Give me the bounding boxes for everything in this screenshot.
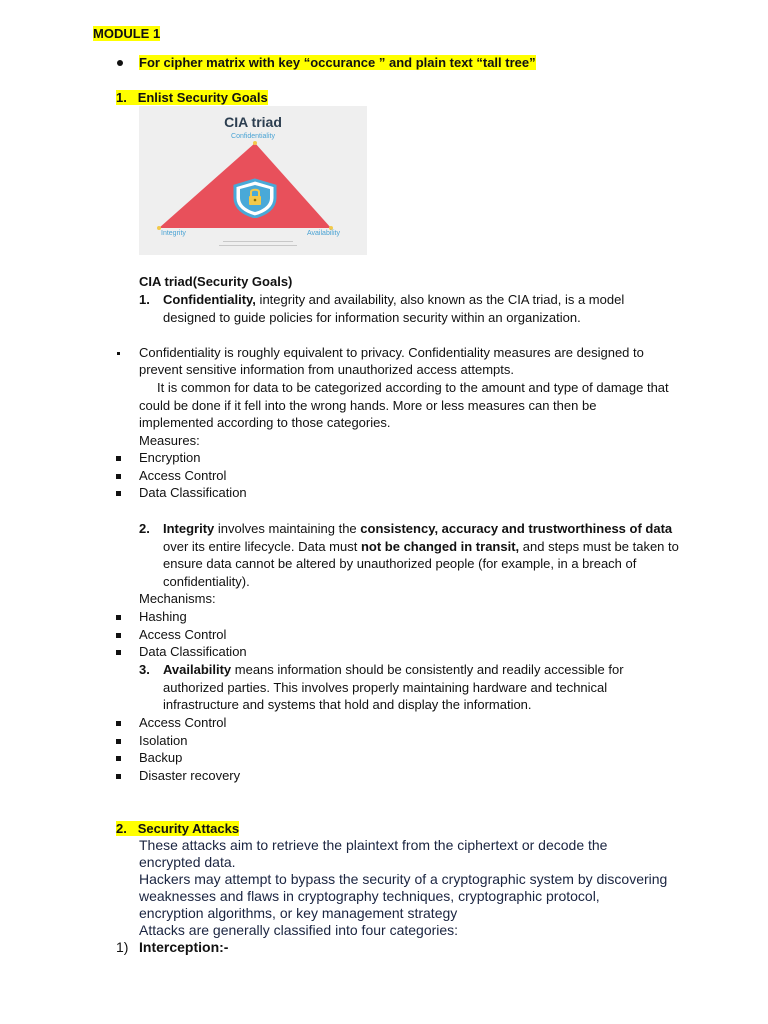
list-bullet	[116, 721, 121, 726]
list-item: Disaster recovery	[139, 768, 241, 783]
section2-heading: 2. Security Attacks	[116, 821, 240, 836]
mechanisms-label: Mechanisms:	[139, 591, 216, 606]
interception-number: 1)	[116, 939, 129, 955]
attacks-line: weaknesses and flaws in cryptography techniques, cryptographic protocol,	[139, 888, 600, 904]
list-bullet	[116, 756, 121, 761]
interception-label: Interception:-	[139, 939, 229, 955]
item1-line1: Confidentiality, integrity and availability, also known as the CIA triad, is a model	[163, 292, 625, 307]
measures-label: Measures:	[139, 433, 200, 448]
list-bullet	[116, 739, 121, 744]
conf-line: implemented according to those categories.	[139, 415, 391, 430]
attacks-line: These attacks aim to retrieve the plaintext from the ciphertext or decode the	[139, 837, 608, 853]
list-item: Access Control	[139, 468, 227, 483]
list-bullet	[116, 474, 121, 479]
caption-line	[223, 241, 293, 242]
list-bullet	[116, 633, 121, 638]
list-bullet	[116, 456, 121, 461]
item1-number: 1.	[139, 292, 150, 307]
attacks-line: Hackers may attempt to bypass the security of a cryptographic system by discovering	[139, 871, 668, 887]
cia-subheading: CIA triad(Security Goals)	[139, 274, 293, 289]
list-item: Isolation	[139, 733, 188, 748]
figure-title: CIA triad	[224, 114, 282, 130]
attacks-line: encrypted data.	[139, 854, 236, 870]
list-item: Access Control	[139, 627, 227, 642]
conf-line: Confidentiality is roughly equivalent to privacy. Confidentiality measures are designed to	[139, 345, 644, 360]
bullet-note: For cipher matrix with key “occurance ” and plain text “tall tree”	[139, 55, 536, 70]
list-item: Data Classification	[139, 644, 247, 659]
item3-number: 3.	[139, 662, 150, 677]
item2-line1: Integrity involves maintaining the consistency, accuracy and trustworthiness of data	[163, 521, 673, 536]
item2-line3: ensure data cannot be altered by unauthorized people (for example, in a breach of	[163, 556, 637, 571]
label-availability: Availability	[307, 230, 340, 237]
list-item: Backup	[139, 750, 183, 765]
item3-line1: Availability means information should be consistently and readily accessible for	[163, 662, 624, 677]
list-bullet	[116, 491, 121, 496]
list-item: Encryption	[139, 450, 201, 465]
attacks-line: encryption algorithms, or key management strategy	[139, 905, 458, 921]
item2-line2: over its entire lifecycle. Data must not be changed in transit, and steps must be taken to	[163, 539, 679, 554]
conf-line: could be done if it fell into the wrong hands. More or less measures can then be	[139, 398, 597, 413]
list-item: Data Classification	[139, 485, 247, 500]
conf-line: prevent sensitive information from unauthorized access attempts.	[139, 362, 515, 377]
list-bullet	[116, 650, 121, 655]
list-bullet	[116, 615, 121, 620]
section1-heading: 1. Enlist Security Goals	[116, 90, 268, 105]
module-title: MODULE 1	[93, 26, 161, 41]
cia-triad-figure	[139, 106, 367, 255]
label-integrity: Integrity	[161, 230, 186, 237]
conf-line: It is common for data to be categorized according to the amount and type of damage that	[157, 380, 669, 395]
list-bullet	[116, 774, 121, 779]
item2-line4: confidentiality).	[163, 574, 250, 589]
item2-number: 2.	[139, 521, 150, 536]
caption-line	[219, 245, 297, 246]
list-item: Access Control	[139, 715, 227, 730]
lock-icon	[245, 186, 265, 208]
attacks-line: Attacks are generally classified into four categories:	[139, 922, 459, 938]
item3-line2: authorized parties. This involves properly maintaining hardware and technical	[163, 680, 608, 695]
bullet-dot	[117, 60, 123, 66]
list-item: Hashing	[139, 609, 187, 624]
small-bullet	[117, 352, 120, 355]
item3-line3: infrastructure and systems that hold and display the information.	[163, 697, 532, 712]
label-confidentiality: Confidentiality	[231, 133, 275, 140]
item1-line2: designed to guide policies for information security within an organization.	[163, 310, 581, 325]
